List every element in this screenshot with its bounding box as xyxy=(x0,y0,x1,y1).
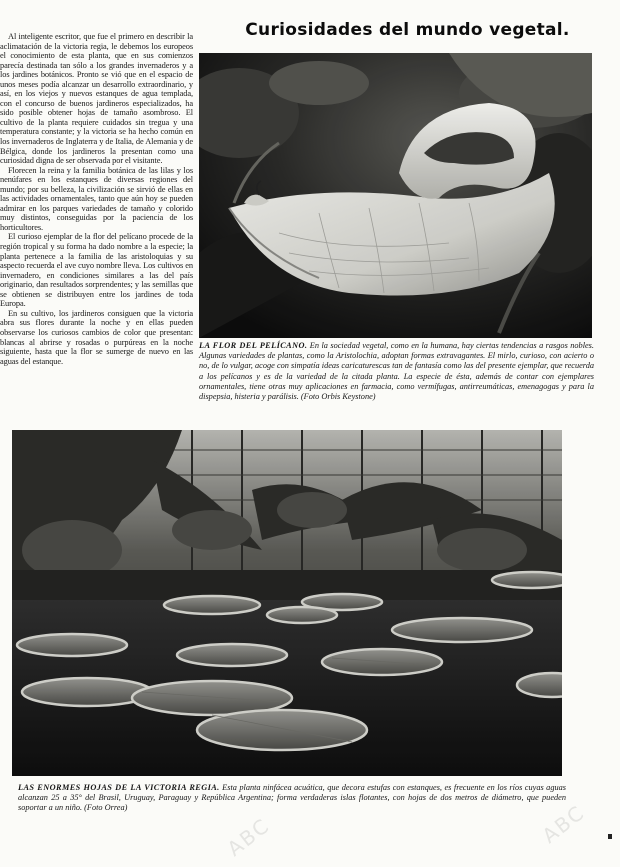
page-headline: Curiosidades del mundo vegetal. xyxy=(245,20,570,40)
page-edge-mark xyxy=(608,834,612,839)
left-paragraph: Al inteligente escritor, que fue el primero en describir la aclimatación de la victoria regia, le debemos los europeos el conocimiento de esta planta, que en sus comienzos parecía destinada tan sólo a los grandes invernaderos y a los jardines botánicos. Pronto se vió que en el espacio de unos meses podía alcanzar un desarrollo extraordinario, y así, en los viejos y nuevos estanques de agua templada, con el concurso de buenos jardineros especializados, ha sido posible obtener hojas de tamaño asombroso. El cultivo de la planta requiere cuidados sin tregua y una temperatura constante; y la victoria se ha hecho común en los invernaderos de Inglaterra y de Italia, de Alemania y de Bélgica, donde los jardineros la presentan como una curiosidad digna de ser observada por el visitante. xyxy=(0,32,193,166)
left-paragraph: El curioso ejemplar de la flor del pelícano procede de la región tropical y su forma ha dado nombre a la especie; la planta pertenece a la familia de las aristoloquias y su aspecto recuerda el ave cuyo nombre lleva. Los cultivos en invernadero, en condiciones similares a las del país originario, dan resultados sorprendentes; y las semillas que se obtienen se distribuyen entre los jardines de toda Europa. xyxy=(0,232,193,309)
left-paragraph: En su cultivo, los jardineros consiguen que la victoria abra sus flores durante la noche y en ellas pueden observarse los curiosos cambios de color que presentan: blancas al abrirse y rosadas o purpúreas en la noche siguiente, hasta que la flor se sumerge de nuevo en las aguas del estanque. xyxy=(0,308,193,366)
pelican-caption-text: En la sociedad vegetal, como en la humana, hay ciertas tendencias a rasgos nobles. Algunas variedades de plantas, como la Aristolochia, adoptan formas extravagantes. El mirlo, curioso, con acierto o no, de lo vulgar, acoge con simpatía ideas caricaturescas tan de fantasía como las del presente ejemplar, que recuerda a los pelícanos y es de la variedad de la citada planta. La especie de ésta, además de contar con ejemplares ornamentales, tiene otras muy aplicaciones en farmacia, como vermífugas, antirreumáticas, emenagogas y para la dispepsia, histeria y parálisis. (Foto Orbis Keystone) xyxy=(199,341,594,402)
pelican-caption xyxy=(199,341,594,402)
victoria-caption xyxy=(18,783,566,814)
abc-watermark: ABC xyxy=(222,813,275,861)
victoria-caption-text: Esta planta ninfácea acuática, que decora estufas con estanques, es frecuente en los ríos cuyas aguas alcanzan 25 a 35° del Brasil, Uruguay, Paraguay y República Argentina; forma verdaderas islas flotantes, con hojas de dos metros de diámetro, que pueden soportar a un niño. (Foto Orrea) xyxy=(18,783,566,813)
pelican-caption-title: LA FLOR DEL PELÍCANO. xyxy=(199,341,308,350)
victoria-regia-photo xyxy=(12,430,562,776)
left-text-column xyxy=(0,32,193,427)
pelican-flower-photo xyxy=(199,53,592,338)
left-paragraph: Florecen la reina y la familia botánica de las lilas y los nenúfares en los estanques de diversas regiones del mundo; por su belleza, la civilización se sirvió de ellas en las actividades ornamentales, tanto que aún hoy se pueden admirar en los parques variedades de tamaño y colorido muy distintos, conseguidas por la paciencia de los horticultores. xyxy=(0,165,193,232)
victoria-caption-title: LAS ENORMES HOJAS DE LA VICTORIA REGIA. xyxy=(18,783,220,792)
abc-watermark: ABC xyxy=(537,800,590,848)
